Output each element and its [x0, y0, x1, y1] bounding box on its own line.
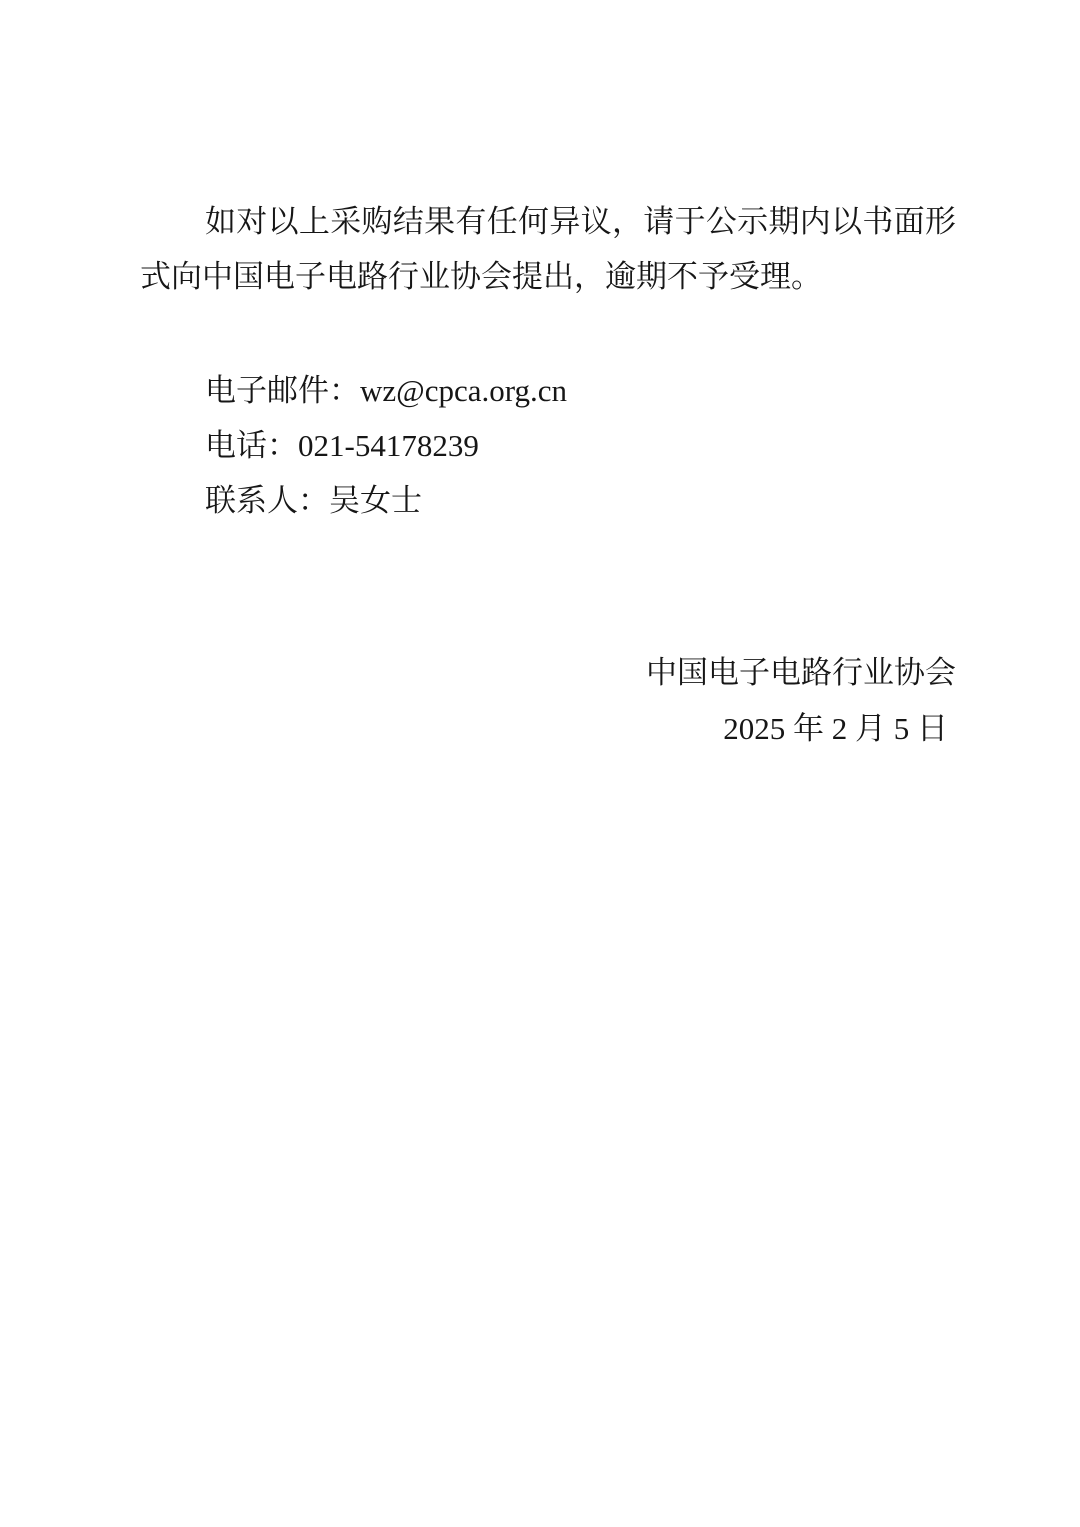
- signature-date: 2025 年 2 月 5 日: [723, 711, 948, 746]
- contact-phone-label: 电话：: [205, 428, 298, 463]
- contact-email-line: [205, 363, 956, 418]
- contact-email-label: 电子邮件：: [205, 373, 360, 408]
- contact-phone-line: [205, 418, 956, 473]
- contact-email-value: wz@cpca.org.cn: [360, 373, 567, 408]
- notice-body: [140, 194, 956, 757]
- notice-paragraph: 如对以上采购结果有任何异议，请于公示期内以书面形式向中国电子电路行业协会提出，逾期不予受理。: [140, 204, 956, 294]
- contact-phone-value: 021-54178239: [298, 428, 479, 463]
- contact-block: [140, 363, 956, 528]
- signature-organization: 中国电子电路行业协会: [646, 655, 956, 690]
- contact-person-label: 联系人：: [205, 483, 329, 518]
- contact-person-line: [205, 473, 956, 528]
- contact-person-value: 吴女士: [329, 483, 422, 518]
- signature-block: [140, 645, 956, 757]
